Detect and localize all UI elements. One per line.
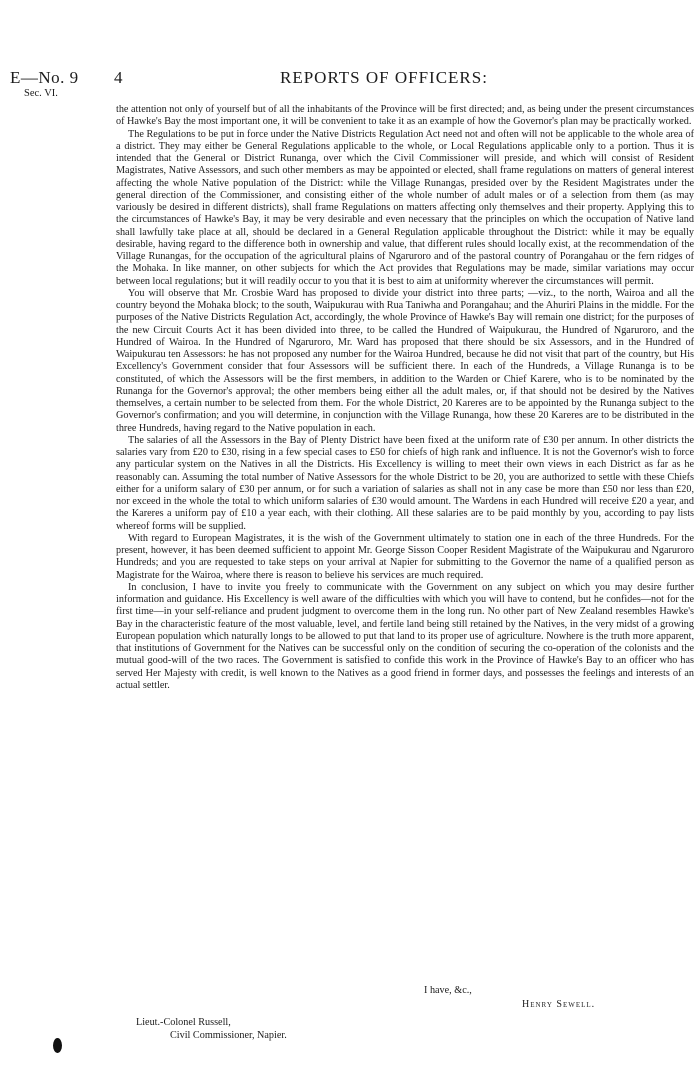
document-reference <box>10 69 100 100</box>
page-number: 4 <box>114 68 123 87</box>
section-number: Sec. VI. <box>24 88 58 99</box>
punch-hole-mark <box>53 1038 62 1053</box>
paragraph-salaries: The salaries of all the Assessors in the Bay of Plenty District have been fixed at the uniform rate of £30 per annum. In other districts the salaries vary from £20 to £30, rising in a few special cases to £50 for chiefs of high rank and influence. It is not the Governor's wish to force any particular system on the Natives in all the Districts. His Excellency is willing to meet their own views in each District as far as he reasonably can. Assuming the total number of Native Assessors for the whole District to be 20, you are authorized to settle with these Chiefs either for a uniform salary of £30 per annum, or for such a variation of salaries as shall not in any case be more than £50 nor less than £20, nor exceed in the whole the total to which uniform salaries of £30 would amount. The Wardens in each Hundred will receive £20 a year, and the Kareres a uniform pay of £10 a year each, with their clothing. All these salaries are to be paid monthly by you, according to pay lists whereof forms will be supplied. <box>116 434 694 532</box>
paragraph-conclusion: In conclusion, I have to invite you freely to communicate with the Government on any subject on which you may desire further information and guidance. His Excellency is well aware of the difficulties with which you will have to contend, but he confides—not for the first time—in your self-reliance and prudent judgment to overcome them in the long run. No other part of New Zealand resembles Hawke's Bay in the characteristic feature of the most valuable, level, and fertile land being still retained by the Natives, in the very midst of a growing European population which naturally longs to be allowed to put that land to its proper use of agriculture. Nowhere is the truth more apparent, that institutions of Government for the Natives can be successful only on the condition of securing the co-operation of the colonists and the mutual good-will of the two races. The Government is satisfied to confide this work in the Province of Hawke's Bay to an officer who has served Her Majesty with credit, is well known to the Natives as a good friend in former days, and possesses the feelings and interests of an actual settler. <box>116 581 694 691</box>
paragraph-magistrates: With regard to European Magistrates, it is the wish of the Government ultimately to station one in each of the three Hundreds. For the present, however, it has been deemed sufficient to appoint Mr. George Sisson Cooper Resident Magistrate of the Waipukurau and Ngaruroro Hundreds; and you are requested to take steps on your arrival at Napier for submitting to the Governor the name of a qualified person as Magistrate for the Wairoa, where there is reason to believe his services are much required. <box>116 532 694 581</box>
running-title: REPORTS OF OFFICERS: <box>280 68 488 87</box>
addressee-title: Civil Commissioner, Napier. <box>170 1030 287 1041</box>
paragraph-district-division: You will observe that Mr. Crosbie Ward has proposed to divide your district into three parts; —viz., to the north, Wairoa and all the country beyond the Mohaka block; to the south, Waipukurau with Rua Taniwha and Porangahau; and the Ahuriri Plains in the middle. For the purposes of the Native Districts Regulation Act, accordingly, the whole Province of Hawke's Bay will remain one district; for the purposes of the new Circuit Courts Act it has been divided into three, to be called the Hundred of Waipukurau, the Hundred of Ngaruroro, and the Hundred of Wairoa. In the Hundred of Ngaruroro, Mr. Ward has proposed that there should be six Assessors, and in the Hundred of Waipukurau ten Assessors: he has not proposed any number for the Wairoa Hundred, because he did not visit that part of the country, but His Excellency's Government consider that four Assessors will be sufficient there. In each of the Hundreds, a Village Runanga is to be constituted, of which the Assessors will be the first members, in addition to the Warden or Chief Karere, who is to be nominated by the Runanga for the Governor's approval; the other members being either all the adult males, or, if that should not be desired by the Natives themselves, a certain number to be selected from them. For the whole District, 20 Kareres are to be appointed by the Runanga subject to the Governor's confirmation; and you will determine, in conjunction with the Village Runanga, how these 20 Kareres are to be distributed in the three Hundreds, having regard to the Native population in each. <box>116 287 694 434</box>
paragraph-continued: the attention not only of yourself but of all the inhabitants of the Province will be first directed; and, as being under the present circumstances of Hawke's Bay the most important one, it will be convenient to take it as an example of how the Governor's plan may be practically worked. <box>116 104 694 128</box>
paper-number: E—No. 9 <box>10 68 79 87</box>
signature: Henry Sewell. <box>522 999 596 1010</box>
addressee-name: Lieut.-Colonel Russell, <box>136 1017 231 1028</box>
paragraph-regulations: The Regulations to be put in force under the Native Districts Regulation Act need not and often will not be applicable to the whole area of a district. They may either be General Regulations applicable to the whole, or Local Regulations applicable only to a portion. Thus it is intended that the General or District Runanga, over which the Civil Commissioner will preside, and which will consist of Resident Magistrates, Native Assessors, and such other members as may be appointed or elected, shall frame regulations on matters of general interest affecting the whole Native population of the District: while the Village Runangas, presided over by the Resident Magistrates under the general direction of the Commissioner, and consisting either of the whole number of adult males or of a selection from them (as may variously be desired in different districts), shall frame Regulations on matters affecting only themselves and their property. Applying this to the circumstances of Hawke's Bay, it may be very desirable and even necessary that the principles on which the occupation of Native land shall lawfully take place at all, should be declared in a General Regulation applicable throughout the District: while it may be equally desirable, having regard to the difference both in ownership and value, that different rules should locally exist, at the recommendation of the Village Runangas, for the occupation of the agricultural plains of Ngaruroro and of the pastoral country of Porangahau or the fern ridges of the Mohaka. In like manner, on other subjects for which the Act provides that Regulations may be made, similar variations may occur between local regulations; but it will readily occur to you that it is best to aim at uniformity wherever the circumstances will permit. <box>116 128 694 287</box>
valediction: I have, &c., <box>424 985 472 996</box>
letter-body <box>116 104 694 692</box>
addressee <box>136 1016 287 1042</box>
